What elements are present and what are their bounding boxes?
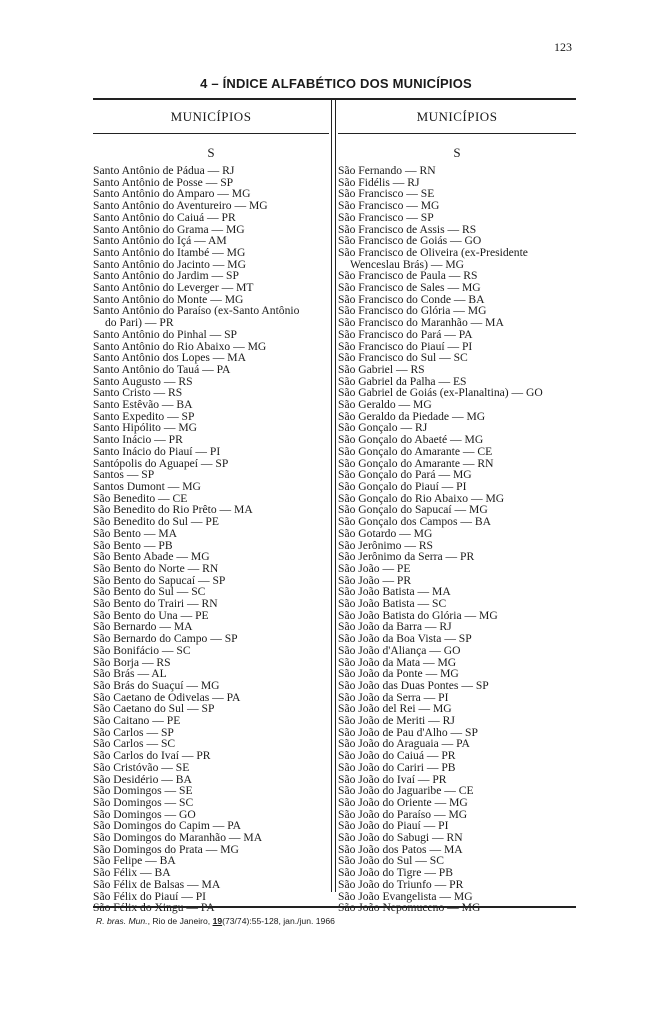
index-entry: São Francisco de Assis — RS <box>338 222 477 236</box>
index-entry: Santo Cristo — RS <box>93 386 183 400</box>
index-entry: São João — PE <box>338 561 411 575</box>
index-entry: Santo Antônio do Amparo — MG <box>93 187 251 201</box>
right-entry-list <box>338 165 576 914</box>
index-entry: São João da Barra — RJ <box>338 620 452 634</box>
index-entry: São Francisco do Piauí — PI <box>338 339 473 353</box>
index-entry: São Félix — BA <box>93 866 171 880</box>
index-entry: Santo Antônio do Tauá — PA <box>93 362 231 376</box>
index-entry: São João da Mata — MG <box>338 655 457 669</box>
index-entry: São Borja — RS <box>93 655 171 669</box>
index-entry: São Bernardo — MA <box>93 620 193 634</box>
index-entry: São Francisco de Goiás — GO <box>338 234 482 248</box>
index-entry: Santo Hipólito — MG <box>93 421 198 435</box>
index-entry: Santo Antônio do Grama — MG <box>93 222 245 236</box>
index-entry: São João do Caiuá — PR <box>338 749 456 763</box>
index-entry: Santo Antônio do Monte — MG <box>93 292 244 306</box>
index-entry: São João del Rei — MG <box>338 702 452 716</box>
index-entry: São João Evangelista — MG <box>338 889 473 903</box>
left-column <box>93 98 329 914</box>
index-entry: São Bento do Sul — SC <box>93 585 206 599</box>
index-entry: Santo Inácio — PR <box>93 433 183 447</box>
index-entry: São Bento do Trairi — RN <box>93 597 218 611</box>
index-entry: São João Batista — SC <box>338 597 447 611</box>
index-entry: São Caitano — PE <box>93 714 181 728</box>
index-entry: São João de Meriti — RJ <box>338 714 455 728</box>
index-entry: São Benedito do Rio Prêto — MA <box>93 503 253 517</box>
index-entry: São Carlos — SC <box>93 737 176 751</box>
index-entry: São Francisco do Maranhão — MA <box>338 316 504 330</box>
index-entry: São João do Piauí — PI <box>338 819 449 833</box>
index-entry: São João do Jaguaribe — CE <box>338 784 474 798</box>
index-entry: Santo Estêvão — BA <box>93 398 193 412</box>
index-entry: São João do Sabugi — RN <box>338 831 463 845</box>
index-entry: São João dos Patos — MA <box>338 842 463 856</box>
index-entry: São Bonifácio — SC <box>93 643 191 657</box>
index-entry: São Jerônimo da Serra — PR <box>338 550 475 564</box>
index-entry: São Bento do Sapucaí — SP <box>93 573 226 587</box>
index-entry: São Domingos — SC <box>93 795 194 809</box>
index-entry: São João do Triunfo — PR <box>338 877 464 891</box>
column-divider <box>331 98 336 892</box>
index-entry: São Geraldo — MG <box>338 398 432 412</box>
index-entry: Santo Antônio do Leverger — MT <box>93 281 254 295</box>
index-entry: Santos — SP <box>93 468 155 482</box>
index-entry: São Félix do Piauí — PI <box>93 889 207 903</box>
footer-rule <box>93 906 576 908</box>
index-entry: São Domingos do Prata — MG <box>93 842 239 856</box>
index-entry: São Cristóvão — SE <box>93 760 190 774</box>
index-entry: São Gabriel da Palha — ES <box>338 374 467 388</box>
index-entry: Santo Antônio do Rio Abaixo — MG <box>93 339 267 353</box>
index-entry: São Domingos — GO <box>93 807 196 821</box>
index-entry: São Gonçalo do Piauí — PI <box>338 479 467 493</box>
index-entry: Santo Antônio dos Lopes — MA <box>93 351 246 365</box>
index-entry: São Geraldo da Piedade — MG <box>338 409 486 423</box>
footer-place: , Rio de Janeiro, <box>147 916 213 926</box>
index-entry: São Benedito — CE <box>93 491 188 505</box>
index-entry: São Francisco — MG <box>338 199 440 213</box>
index-entry: São Francisco — SP <box>338 210 434 224</box>
index-entry: São Francisco de Sales — MG <box>338 281 481 295</box>
left-entry-list <box>93 165 329 914</box>
index-entry: São Bento do Norte — RN <box>93 561 219 575</box>
index-entry: São Fidélis — RJ <box>338 175 420 189</box>
index-entry: São Caetano do Sul — SP <box>93 702 215 716</box>
index-entry: Santos Dumont — MG <box>93 479 201 493</box>
index-entry: São Domingos do Maranhão — MA <box>93 831 263 845</box>
index-entry: São João do Cariri — PB <box>338 760 456 774</box>
right-section-letter: S <box>453 145 461 160</box>
index-entry: São João d'Aliança — GO <box>338 643 461 657</box>
index-entry: São Bento — PB <box>93 538 173 552</box>
index-entry: São Gonçalo do Abaeté — MG <box>338 433 484 447</box>
index-entry: São Bento — MA <box>93 526 178 540</box>
section-title: 4 – ÍNDICE ALFABÉTICO DOS MUNICÍPIOS <box>200 76 472 91</box>
index-entry: São João Nepomuceno — MG <box>338 901 481 915</box>
index-entry: São Gonçalo do Amarante — RN <box>338 456 494 470</box>
index-entry: Santo Antônio do Itambé — MG <box>93 245 246 259</box>
index-entry: São Francisco do Sul — SC <box>338 351 468 365</box>
index-entry: São João da Boa Vista — SP <box>338 632 472 646</box>
index-entry: São Gonçalo — RJ <box>338 421 428 435</box>
index-entry: São Brás — AL <box>93 667 167 681</box>
index-entry: Santópolis do Aguapeí — SP <box>93 456 229 470</box>
index-entry: São Gotardo — MG <box>338 526 433 540</box>
index-entry: São Félix do Xingu — PA <box>93 901 215 915</box>
index-entry: São Francisco — SE <box>338 187 435 201</box>
index-entry: São João do Ivaí — PR <box>338 772 447 786</box>
index-entry: São Bento do Una — PE <box>93 608 209 622</box>
index-entry: Santo Expedito — SP <box>93 409 195 423</box>
index-entry: Santo Antônio de Posse — SP <box>93 175 234 189</box>
index-entry: São Francisco do Glória — MG <box>338 304 487 318</box>
footer-citation <box>96 916 335 926</box>
page-number: 123 <box>554 40 572 54</box>
index-entry: São Brás do Suaçuí — MG <box>93 678 220 692</box>
index-entry: São Gabriel de Goiás (ex-Planaltina) — GO <box>338 386 543 400</box>
footer-pages: (73/74):55-128, jan./jun. 1966 <box>222 916 335 926</box>
right-column <box>338 98 576 914</box>
footer-journal: R. bras. Mun. <box>96 916 148 926</box>
index-entry: São Felipe — BA <box>93 854 176 868</box>
index-entry: São Jerônimo — RS <box>338 538 434 552</box>
index-entry: São Domingos do Capim — PA <box>93 819 242 833</box>
index-entry: Santo Antônio do Caiuá — PR <box>93 210 236 224</box>
index-entry: São João do Sul — SC <box>338 854 444 868</box>
index-entry: São Gonçalo dos Campos — BA <box>338 515 491 529</box>
footer-volume: 19 <box>212 916 223 926</box>
index-entry: São Bernardo do Campo — SP <box>93 632 238 646</box>
left-section-letter: S <box>207 145 215 160</box>
index-entry: Santo Antônio do Içá — AM <box>93 234 227 248</box>
index-entry: São João da Ponte — MG <box>338 667 459 681</box>
index-entry: do Pari) — PR <box>105 316 174 330</box>
index-entry: São João de Pau d'Alho — SP <box>338 725 478 739</box>
index-entry: Santo Antônio do Pinhal — SP <box>93 327 237 341</box>
index-entry: São Félix de Balsas — MA <box>93 877 221 891</box>
index-entry: Santo Antônio do Jardim — SP <box>93 269 239 283</box>
index-entry: Santo Antônio do Jacinto — MG <box>93 257 246 271</box>
index-entry: São João — PR <box>338 573 412 587</box>
index-entry: São Carlos do Ivaí — PR <box>93 749 211 763</box>
index-entry: São João das Duas Pontes — SP <box>338 678 489 692</box>
index-entry: São Bento Abade — MG <box>93 550 210 564</box>
index-entry: São Carlos — SP <box>93 725 174 739</box>
index-entry: São Gonçalo do Sapucaí — MG <box>338 503 488 517</box>
index-entry: São Francisco do Pará — PA <box>338 327 473 341</box>
index-entry: São Gonçalo do Amarante — CE <box>338 444 493 458</box>
index-entry: São Domingos — SE <box>93 784 193 798</box>
index-entry: Santo Augusto — RS <box>93 374 193 388</box>
index-entry: São João Batista do Glória — MG <box>338 608 498 622</box>
index-entry: São Gonçalo do Pará — MG <box>338 468 472 482</box>
index-entry: São Gabriel — RS <box>338 362 425 376</box>
index-entry: São Francisco de Oliveira (ex-Presidente <box>338 245 528 259</box>
index-entry: São João do Tigre — PB <box>338 866 453 880</box>
index-entry: Santo Antônio de Pádua — RJ <box>93 164 235 177</box>
index-entry: Santo Antônio do Paraíso (ex-Santo Antônio <box>93 304 300 318</box>
index-entry: São Benedito do Sul — PE <box>93 515 219 529</box>
index-entry: São Francisco do Conde — BA <box>338 292 485 306</box>
index-entry: São João da Serra — PI <box>338 690 449 704</box>
index-entry: São Francisco de Paula — RS <box>338 269 478 283</box>
index-entry: Santo Antônio do Aventureiro — MG <box>93 199 268 213</box>
index-entry: São João do Oriente — MG <box>338 795 468 809</box>
index-entry: Santo Inácio do Piauí — PI <box>93 444 221 458</box>
index-entry: São Fernando — RN <box>338 164 436 177</box>
index-entry: São João do Paraíso — MG <box>338 807 468 821</box>
right-column-header: MUNICÍPIOS <box>416 109 498 124</box>
index-entry: Wenceslau Brás) — MG <box>350 257 465 271</box>
index-entry: São Gonçalo do Rio Abaixo — MG <box>338 491 505 505</box>
index-entry: São João do Araguaia — PA <box>338 737 470 751</box>
index-entry: São João Batista — MA <box>338 585 451 599</box>
index-entry: São Desidério — BA <box>93 772 192 786</box>
index-entry: São Caetano de Odivelas — PA <box>93 690 241 704</box>
left-column-header: MUNICÍPIOS <box>170 109 252 124</box>
